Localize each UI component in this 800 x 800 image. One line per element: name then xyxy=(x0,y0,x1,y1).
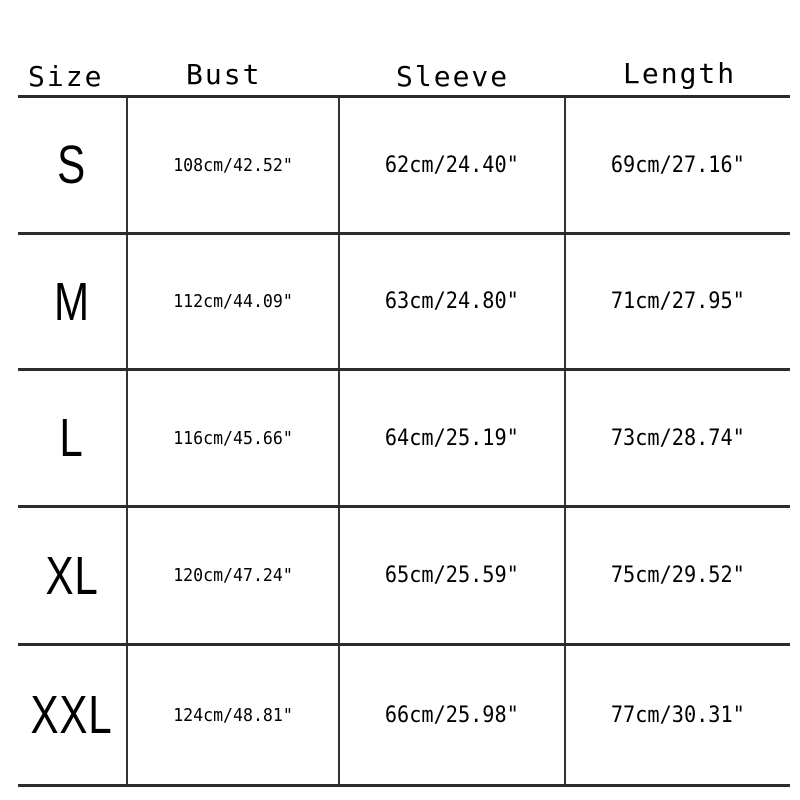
size-label: XXL xyxy=(31,685,113,745)
table-row-l xyxy=(18,368,790,508)
table-row-m xyxy=(18,232,790,371)
sleeve-cell xyxy=(340,98,566,232)
sleeve-value: 65cm/25.59" xyxy=(384,563,520,588)
sleeve-value: 64cm/25.19" xyxy=(384,425,520,451)
bust-value: 124cm/48.81" xyxy=(173,704,293,726)
header-size: Size xyxy=(28,60,104,93)
bust-cell xyxy=(128,508,340,643)
length-cell xyxy=(566,646,790,784)
sleeve-cell xyxy=(340,646,566,784)
size-chart-table xyxy=(18,95,790,787)
length-cell xyxy=(566,371,790,505)
bust-cell xyxy=(128,646,340,784)
header-length: Length xyxy=(623,57,737,90)
bust-cell xyxy=(128,98,340,232)
bust-value: 112cm/44.09" xyxy=(173,291,293,312)
length-value: 69cm/27.16" xyxy=(610,152,746,178)
table-header xyxy=(0,0,800,96)
length-cell xyxy=(566,508,790,643)
size-label: XL xyxy=(45,545,99,606)
size-cell xyxy=(18,235,128,368)
size-cell xyxy=(18,646,128,784)
header-bust: Bust xyxy=(186,58,262,91)
bust-cell xyxy=(128,235,340,368)
length-cell xyxy=(566,235,790,368)
size-cell xyxy=(18,508,128,643)
length-value: 71cm/27.95" xyxy=(610,289,746,314)
sleeve-value: 66cm/25.98" xyxy=(384,702,520,728)
bust-value: 108cm/42.52" xyxy=(173,154,293,176)
size-label: S xyxy=(57,135,87,195)
length-cell xyxy=(566,98,790,232)
size-label: L xyxy=(59,408,85,468)
length-value: 77cm/30.31" xyxy=(610,702,746,728)
table-row-xxl xyxy=(18,643,790,787)
sleeve-value: 63cm/24.80" xyxy=(384,289,520,314)
bust-value: 120cm/47.24" xyxy=(173,565,293,586)
table-row-xl xyxy=(18,505,790,646)
sleeve-cell xyxy=(340,235,566,368)
length-value: 73cm/28.74" xyxy=(610,425,746,451)
sleeve-cell xyxy=(340,508,566,643)
header-sleeve: Sleeve xyxy=(396,60,510,93)
sleeve-value: 62cm/24.40" xyxy=(384,152,520,178)
table-row-s xyxy=(18,95,790,235)
size-cell xyxy=(18,98,128,232)
size-cell xyxy=(18,371,128,505)
length-value: 75cm/29.52" xyxy=(610,563,746,588)
bust-value: 116cm/45.66" xyxy=(173,427,293,449)
bust-cell xyxy=(128,371,340,505)
size-label: M xyxy=(54,271,90,332)
sleeve-cell xyxy=(340,371,566,505)
